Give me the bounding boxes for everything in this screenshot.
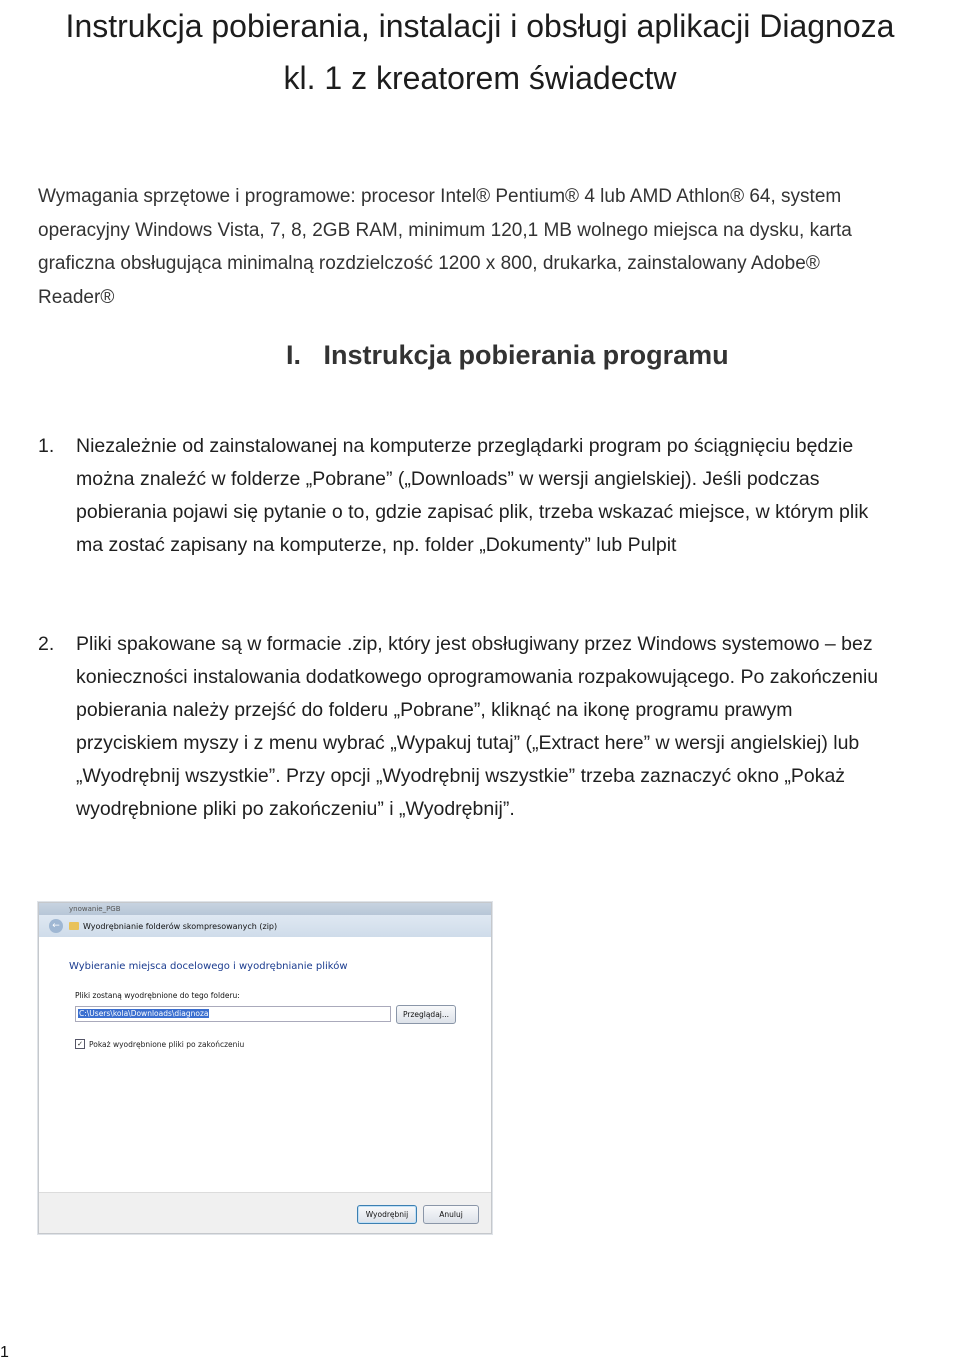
show-files-checkbox[interactable]: ✓ — [75, 1039, 85, 1049]
requirements-paragraph — [38, 180, 958, 314]
dialog-window-title: Wyodrębnianie folderów skompresowanych (zip) — [83, 921, 278, 931]
list-line: przyciskiem myszy i z menu wybrać „Wypakuj tutaj” („Extract here” w wersji angielskiej) lub — [76, 732, 860, 754]
list-number: 1. — [38, 435, 55, 457]
show-files-checkbox-row[interactable] — [75, 1039, 244, 1049]
list-item-1 — [38, 430, 960, 562]
browse-button[interactable]: Przeglądaj... — [396, 1005, 456, 1024]
title-line-1: Instrukcja pobierania, instalacji i obsługi aplikacji Diagnoza — [65, 8, 895, 44]
list-number: 2. — [38, 633, 55, 655]
list-item-2 — [38, 628, 960, 826]
requirements-line: Reader® — [38, 286, 115, 308]
document-title — [0, 0, 960, 104]
extract-dialog-screenshot — [38, 902, 492, 1234]
dialog-heading: Wybieranie miejsca docelowego i wyodrębnianie plików — [69, 961, 348, 972]
requirements-line: Wymagania sprzętowe i programowe: procesor Intel® Pentium® 4 lub AMD Athlon® 64, system — [38, 186, 842, 207]
page-number: 1 — [0, 1344, 9, 1361]
dialog-titlebar — [39, 915, 491, 937]
title-line-2: kl. 1 z kreatorem świadectw — [283, 60, 677, 96]
requirements-line: graficzna obsługująca minimalną rozdzielczość 1200 x 800, drukarka, zainstalowany Adobe® — [38, 253, 820, 274]
dialog-topbar: ynowanie_PGB — [39, 903, 491, 915]
section-title: I. Instrukcja pobierania programu — [286, 340, 729, 370]
show-files-checkbox-label: Pokaż wyodrębnione pliki po zakończeniu — [89, 1039, 245, 1049]
destination-path-input[interactable] — [75, 1006, 391, 1022]
list-line: pobierania należy przejść do folderu „Pobrane”, kliknąć na ikonę programu prawym — [76, 699, 793, 721]
back-arrow-icon[interactable]: ← — [49, 919, 63, 933]
list-line: wyodrębnione pliki po zakończeniu” i „Wyodrębnij”. — [76, 798, 515, 820]
destination-label: Pliki zostaną wyodrębnione do tego folderu: — [75, 991, 240, 1000]
zip-folder-icon — [69, 922, 79, 930]
list-line: „Wyodrębnij wszystkie”. Przy opcji „Wyodrębnij wszystkie” trzeba zaznaczyć okno „Pokaż — [76, 765, 846, 787]
list-line: można znaleźć w folderze „Pobrane” („Downloads” w wersji angielskiej). Jeśli podczas — [76, 468, 820, 490]
destination-path-value: C:\Users\kola\Downloads\diagnoza — [79, 1009, 209, 1018]
list-line: Niezależnie od zainstalowanej na komputerze przeglądarki program po ściągnięciu będzie — [76, 435, 854, 457]
cancel-button[interactable]: Anuluj — [423, 1205, 479, 1224]
list-line: konieczności instalowania dodatkowego oprogramowania rozpakowującego. Po zakończeniu — [76, 666, 879, 688]
list-line: ma zostać zapisany na komputerze, np. folder „Dokumenty” lub Pulpit — [76, 534, 677, 556]
extract-button[interactable]: Wyodrębnij — [357, 1205, 417, 1224]
list-line: Pliki spakowane są w formacie .zip, który jest obsługiwany przez Windows systemowo – bez — [76, 633, 873, 655]
requirements-line: operacyjny Windows Vista, 7, 8, 2GB RAM, minimum 120,1 MB wolnego miejsca na dysku, karta — [38, 219, 852, 241]
list-line: pobierania pojawi się pytanie o to, gdzie zapisać plik, trzeba wskazać miejsce, w którym plik — [76, 501, 869, 523]
